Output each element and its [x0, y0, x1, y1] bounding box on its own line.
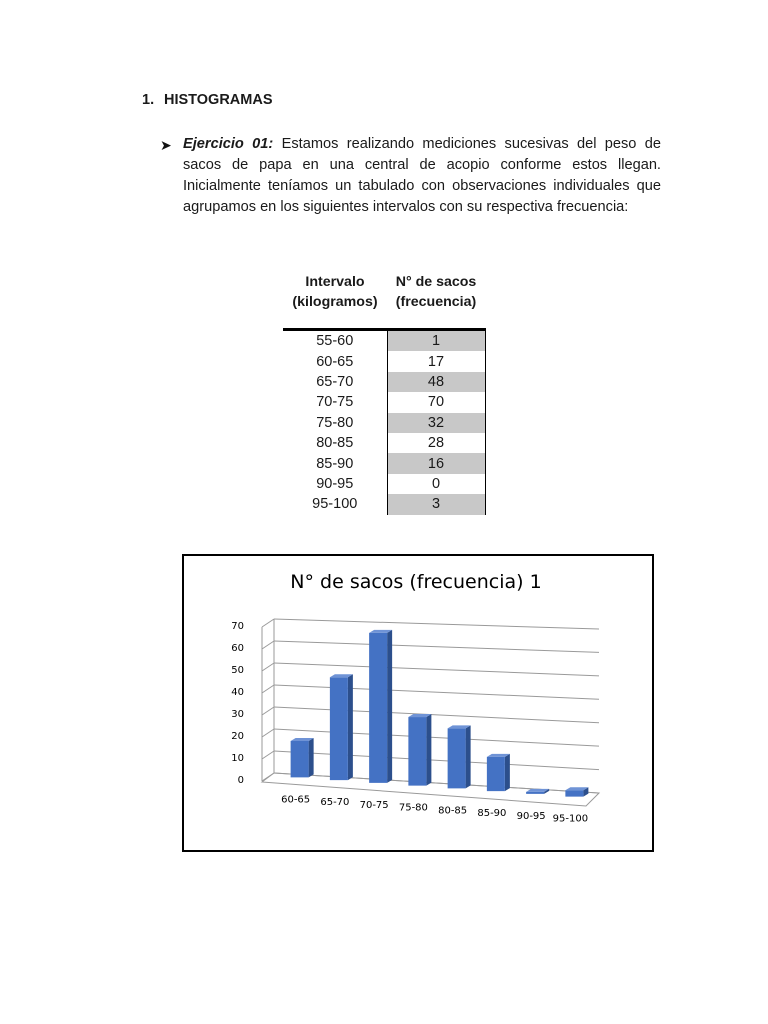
- table-header-row: [283, 256, 485, 330]
- x-tick-label: 95-100: [552, 813, 589, 825]
- frequency-cell: 1: [387, 330, 485, 352]
- frequency-cell: 70: [387, 392, 485, 412]
- bar: [330, 674, 353, 780]
- x-axis-ticks: [281, 794, 588, 824]
- table-row: [283, 351, 485, 371]
- y-tick-label: 50: [231, 665, 244, 676]
- exercise-lead: Ejercicio 01:: [183, 136, 274, 152]
- y-tick-label: 60: [231, 643, 244, 654]
- header-interval: Intervalo (kilogramos): [283, 256, 387, 330]
- interval-cell: 95-100: [312, 496, 358, 513]
- y-tick-label: 0: [237, 775, 244, 786]
- frequency-cell: 32: [387, 413, 485, 433]
- table-row: [283, 433, 485, 453]
- y-tick-label: 30: [231, 709, 244, 720]
- table-row: [283, 372, 485, 392]
- frequency-cell: 16: [387, 453, 485, 473]
- section-heading: [142, 92, 273, 108]
- table-row: [283, 330, 485, 352]
- bar: [487, 754, 510, 791]
- x-tick-label: 65-70: [320, 797, 350, 809]
- frequency-cell: 17: [387, 351, 485, 371]
- histogram-chart: [182, 554, 654, 852]
- table-row: [283, 474, 485, 494]
- arrow-bullet-icon: ➤: [160, 137, 172, 153]
- y-tick-label: 10: [231, 753, 244, 764]
- chart-bars: [291, 630, 589, 797]
- x-tick-label: 60-65: [281, 794, 311, 806]
- bar: [448, 725, 471, 788]
- x-tick-label: 75-80: [398, 802, 428, 814]
- frequency-table: [283, 256, 486, 515]
- x-tick-label: 80-85: [438, 805, 468, 817]
- x-tick-label: 85-90: [477, 808, 507, 820]
- bar: [526, 789, 549, 794]
- interval-cell: 65-70: [316, 373, 354, 390]
- interval-cell: 85-90: [316, 455, 354, 472]
- interval-cell: 60-65: [316, 353, 354, 370]
- frequency-cell: 0: [387, 474, 485, 494]
- bar: [369, 630, 392, 783]
- frequency-cell: 28: [387, 433, 485, 453]
- interval-cell: 70-75: [316, 394, 354, 411]
- section-number: 1.: [142, 92, 155, 108]
- exercise-text: Estamos realizando mediciones sucesivas del peso de sacos de papa en una central de acopio conforme estos llegan. Inicialmente teníamos un tabulado con observaciones individuales que agrupamos en los siguientes intervalos con su respectiva frecuencia:: [183, 136, 661, 215]
- y-tick-label: 70: [231, 621, 244, 632]
- interval-cell: 55-60: [316, 333, 354, 350]
- header-frequency: N° de sacos (frecuencia): [387, 256, 485, 330]
- exercise-paragraph: [183, 134, 661, 218]
- chart-canvas: [184, 556, 652, 850]
- interval-cell: 75-80: [316, 414, 354, 431]
- table-row: [283, 413, 485, 433]
- table-row: [283, 392, 485, 412]
- bar: [291, 738, 314, 777]
- x-tick-label: 90-95: [516, 810, 546, 822]
- interval-cell: 80-85: [316, 435, 354, 452]
- frequency-cell: 48: [387, 372, 485, 392]
- x-tick-label: 70-75: [359, 799, 389, 811]
- chart-title: N° de sacos (frecuencia) 1: [290, 571, 542, 593]
- section-title: HISTOGRAMAS: [164, 92, 273, 108]
- interval-cell: 90-95: [316, 475, 354, 492]
- bar: [565, 787, 588, 796]
- y-axis-ticks: [231, 621, 244, 786]
- table-row: [283, 453, 485, 473]
- table-row: [283, 494, 485, 514]
- frequency-cell: 3: [387, 494, 485, 514]
- y-tick-label: 40: [231, 687, 244, 698]
- bar: [408, 714, 431, 786]
- y-tick-label: 20: [231, 731, 244, 742]
